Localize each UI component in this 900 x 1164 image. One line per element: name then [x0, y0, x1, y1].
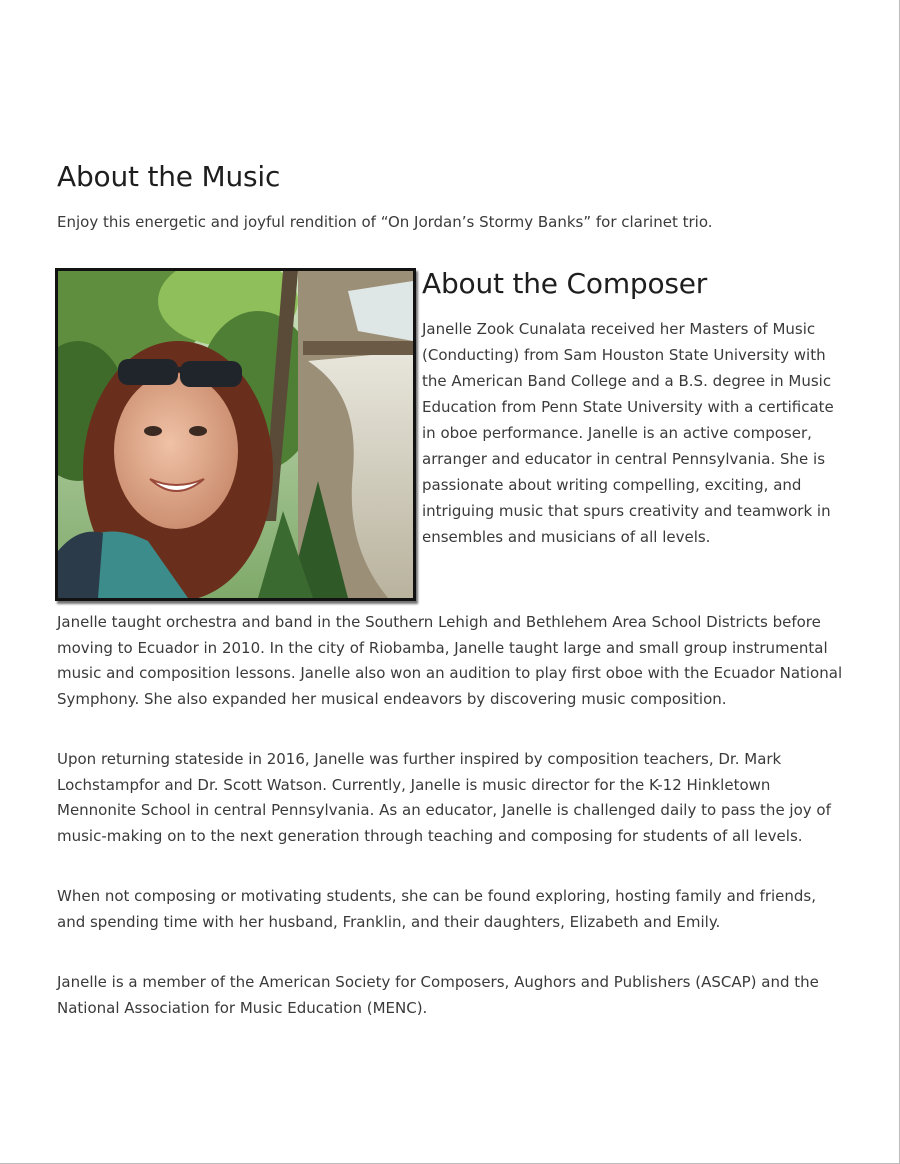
- composer-paragraph: Upon returning stateside in 2016, Janelle was further inspired by composition teachers, Dr. Mark Lochstampfor and Dr. Scott Watson. Currently, Janelle is music director for the K-12 Hinkletown Mennonite School in central Pennsylvania. As an educator, Janelle is challenged daily to pass the joy of music-making on to the next generation through teaching and composing for students of all levels.: [57, 750, 831, 845]
- composer-paragraph: When not composing or motivating students, she can be found exploring, hosting family and friends, and spending time with her husband, Franklin, and their daughters, Elizabeth and Emily.: [57, 887, 817, 931]
- about-composer-heading: About the Composer: [422, 267, 708, 300]
- composer-paragraph: Janelle taught orchestra and band in the Southern Lehigh and Bethlehem Area School Districts before moving to Ecuador in 2010. In the city of Riobamba, Janelle taught large and small group instrumental music and composition lessons. Janelle also won an audition to play first oboe with the Ecuador National Symphony. She also expanded her musical endeavors by discovering music composition.: [57, 613, 843, 708]
- about-music-text: Enjoy this energetic and joyful rendition of “On Jordan’s Stormy Banks” for clarinet trio.: [57, 213, 713, 231]
- composer-paragraph: Janelle is a member of the American Society for Composers, Aughors and Publishers (ASCAP) and the National Association for Music Education (MENC).: [57, 973, 819, 1017]
- about-music-heading: About the Music: [57, 160, 281, 193]
- composer-portrait-icon: [58, 271, 413, 598]
- composer-intro-text: Janelle Zook Cunalata received her Masters of Music (Conducting) from Sam Houston State University with the American Band College and a B.S. degree in Music Education from Penn State University with a certificate in oboe performance. Janelle is an active composer, arranger and educator in central Pennsylvania. She is passionate about writing compelling, exciting, and intriguing music that spurs creativity and teamwork in ensembles and musicians of all levels.: [422, 320, 834, 546]
- composer-photo: [55, 268, 416, 601]
